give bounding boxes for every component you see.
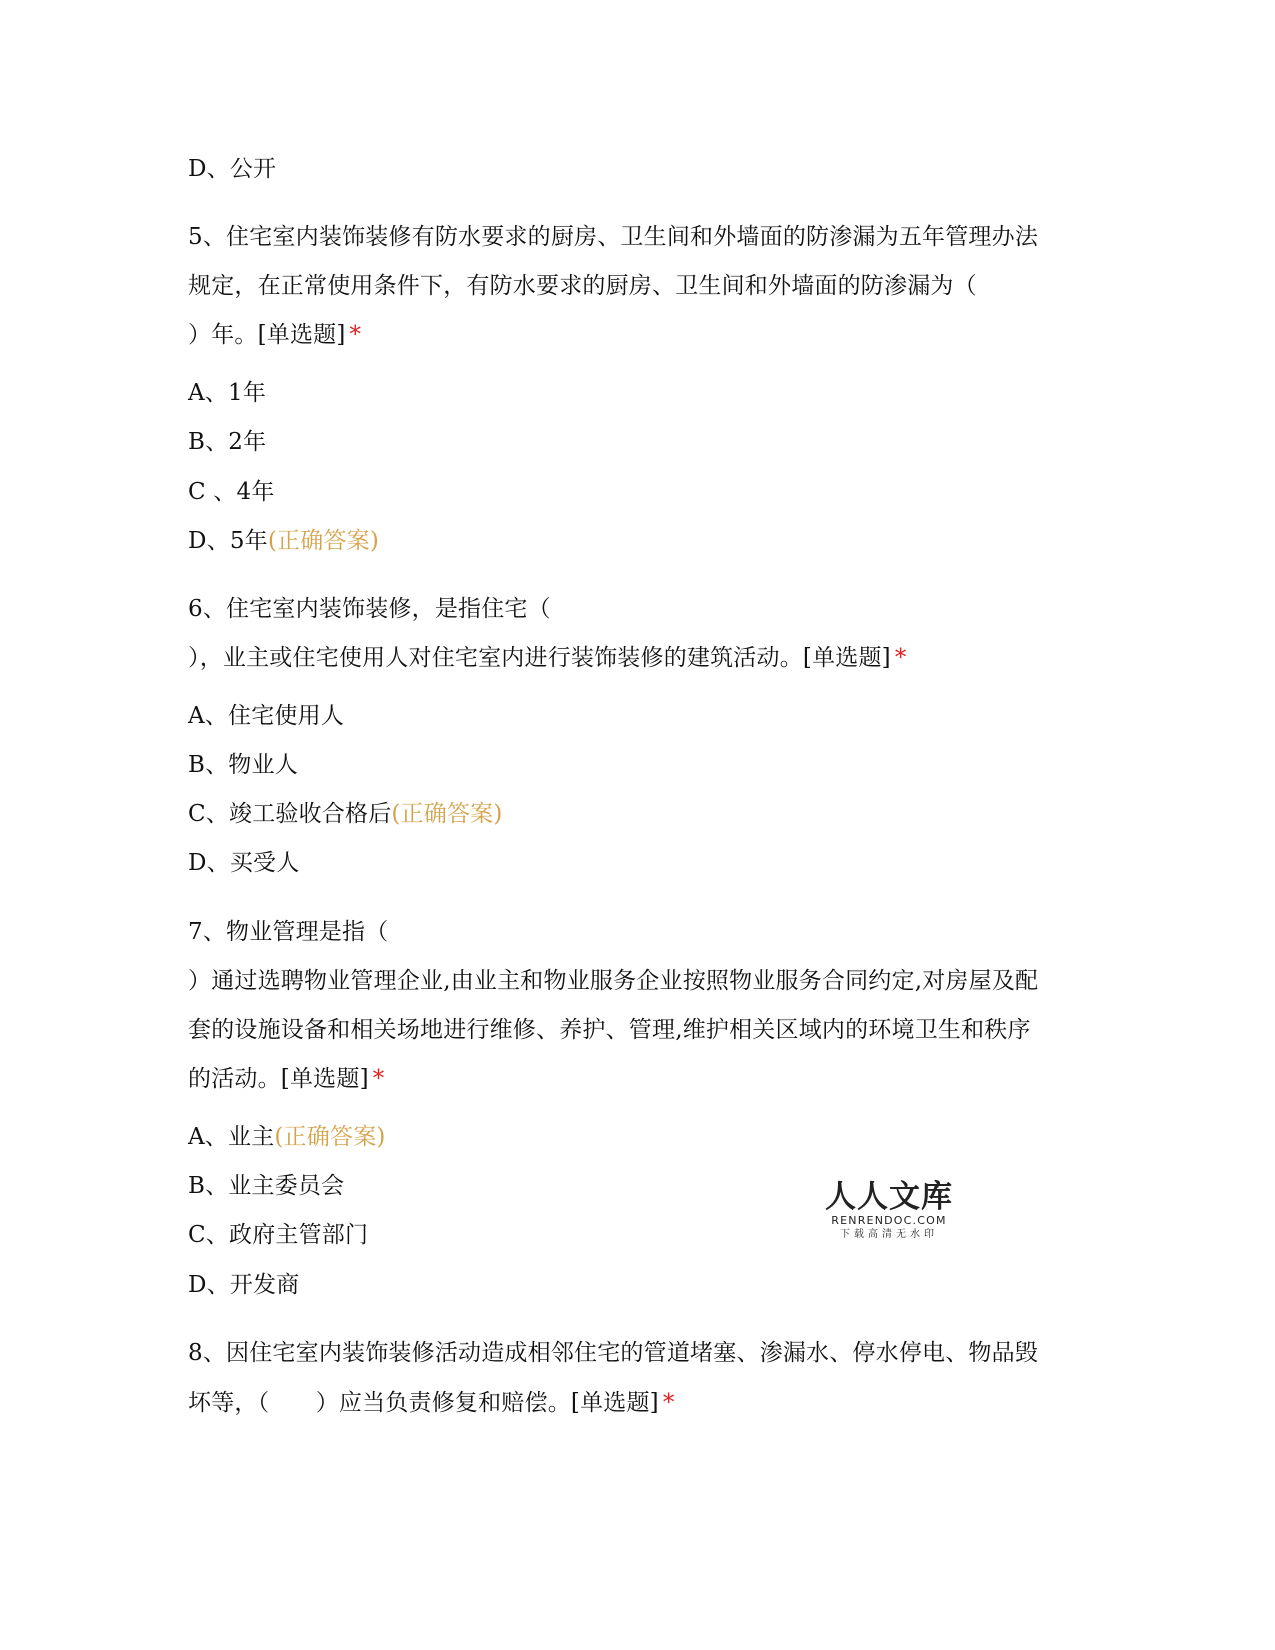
- option-label: C 、4年: [188, 479, 275, 505]
- question-text: ），业主或住宅使用人对住宅室内进行装饰装修的建筑活动。[单选题]: [188, 645, 891, 671]
- required-star-icon: *: [372, 1066, 385, 1092]
- question-7-text-line-4: [188, 1064, 384, 1094]
- required-star-icon: *: [894, 645, 907, 671]
- question-text: 坏等，（ ）应当负责修复和赔偿。[单选题]: [188, 1390, 659, 1416]
- question-5-text-line-3: [188, 320, 361, 350]
- question-8-text-line-2: [188, 1388, 675, 1418]
- question-6-option-d[interactable]: [188, 848, 299, 878]
- option-label: D、开发商: [188, 1272, 300, 1298]
- question-6-text-line-2: [188, 643, 907, 673]
- option-label: B、2年: [188, 429, 267, 455]
- question-5-option-c[interactable]: [188, 477, 275, 507]
- question-6-text-line-1: 6、住宅室内装饰装修，是指住宅（: [188, 596, 551, 622]
- correct-answer-tag: (正确答案): [267, 528, 380, 554]
- question-text: ）年。[单选题]: [188, 322, 346, 348]
- question-6-option-b[interactable]: [188, 750, 298, 780]
- question-5-option-b[interactable]: [188, 427, 266, 457]
- watermark-subtitle: 下载高清无水印: [840, 1229, 938, 1240]
- option-label: D、公开: [188, 156, 277, 182]
- option-label: A、住宅使用人: [188, 703, 345, 729]
- question-5-text-line-1: 5、住宅室内装饰装修有防水要求的厨房、卫生间和外墙面的防渗漏为五年管理办法: [188, 224, 1039, 250]
- question-7-option-c[interactable]: [188, 1220, 368, 1250]
- question-5-text-line-2: 规定，在正常使用条件下，有防水要求的厨房、卫生间和外墙面的防渗漏为（: [188, 273, 977, 299]
- option-label: C、政府主管部门: [188, 1222, 369, 1248]
- watermark-logo: [824, 1180, 954, 1241]
- question-text: 的活动。[单选题]: [188, 1066, 369, 1092]
- question-8-text-line-1: 8、因住宅室内装饰装修活动造成相邻住宅的管道堵塞、渗漏水、停水停电、物品毁: [188, 1340, 1039, 1366]
- question-7-text-line-1: 7、物业管理是指（: [188, 919, 389, 945]
- required-star-icon: *: [349, 322, 362, 348]
- option-label: D、买受人: [188, 850, 300, 876]
- watermark-title: 人人文库: [825, 1179, 953, 1215]
- question-7-option-b[interactable]: [188, 1171, 344, 1201]
- option-d[interactable]: [188, 154, 276, 184]
- question-5-option-a[interactable]: [188, 378, 266, 408]
- watermark-domain: RENRENDOC.COM: [831, 1214, 947, 1227]
- option-label: A、业主: [188, 1124, 275, 1150]
- question-7-option-a[interactable]: [188, 1122, 386, 1152]
- question-6-option-a[interactable]: [188, 701, 344, 731]
- question-7-text-line-3: 套的设施设备和相关场地进行维修、养护、管理,维护相关区域内的环境卫生和秩序: [188, 1017, 1031, 1043]
- option-label: A、1年: [188, 380, 267, 406]
- required-star-icon: *: [662, 1390, 675, 1416]
- question-5-option-d[interactable]: [188, 526, 379, 556]
- option-label: C、竣工验收合格后: [188, 801, 392, 827]
- question-7-option-d[interactable]: [188, 1270, 299, 1300]
- correct-answer-tag: (正确答案): [274, 1124, 386, 1150]
- question-7-text-line-2: ）通过选聘物业管理企业,由业主和物业服务企业按照物业服务合同约定,对房屋及配: [188, 968, 1039, 994]
- correct-answer-tag: (正确答案): [391, 801, 503, 827]
- option-label: B、物业人: [188, 752, 298, 778]
- option-label: D、5年: [188, 528, 268, 554]
- option-label: B、业主委员会: [188, 1173, 345, 1199]
- question-6-option-c[interactable]: [188, 799, 503, 829]
